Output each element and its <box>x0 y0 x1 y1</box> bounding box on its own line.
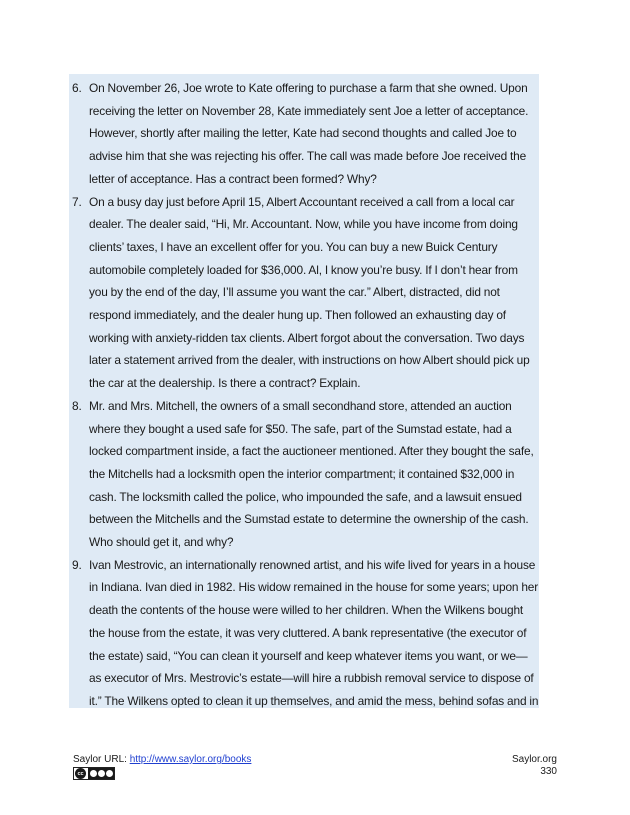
page-number: 330 <box>540 766 557 777</box>
creative-commons-license-icon[interactable] <box>73 767 115 780</box>
footer-site-name: Saylor.org <box>511 754 557 765</box>
exercise-text: Ivan Mestrovic, an internationally renowned artist, and his wife lived for years in a house in Indiana. Ivan died in 1982. His widow remained in the house for some years; upon her death the contents of the house were willed to her children. When the Wilkens bought the house from the estate, it was very cluttered. A bank representative (the executor of the estate) said, “You can clean it yourself and keep whatever items you want, or we—as executor of Mrs. Mestrovic’s estate—will hire a rubbish removal service to dispose of it.” The Wilkens opted to clean it up themselves, and amid the mess, behind sofas and in <box>89 557 539 708</box>
exercise-item-9 <box>69 554 539 713</box>
exercise-number: 8. <box>72 398 82 413</box>
footer-url-label: Saylor URL: <box>73 754 127 765</box>
cc-logo-icon: cc <box>75 768 86 779</box>
exercise-text: On a busy day just before April 15, Albert Accountant received a call from a local car dealer. The dealer said, “Hi, Mr. Accountant. Now, while you have income from doing clients’ taxes, I have an excellent offer for you. You can buy a new Buick Century automobile completely loaded for $36,000. Al, I know you’re busy. If I don’t hear from you by the end of the day, I’ll assume you want the car.” Albert, distracted, did not respond immediately, and the dealer hung up. Then followed an exhausting day of working with anxiety-ridden tax clients. Albert forgot about the conversation. Two days later a statement arrived from the dealer, with instructions on how Albert should pick up the car at the dealership. Is there a contract? Explain. <box>89 194 530 391</box>
exercise-number: 9. <box>72 557 82 572</box>
exercise-item-6 <box>69 77 539 191</box>
exercise-number: 7. <box>72 194 82 209</box>
footer-page-info <box>512 754 557 778</box>
attribution-icon <box>90 770 97 777</box>
exercise-text: Mr. and Mrs. Mitchell, the owners of a small secondhand store, attended an auction where they bought a used safe for $50. The safe, part of the Sumstad estate, had a locked compartment inside, a fact the auctioneer mentioned. After they bought the safe, the Mitchells had a locksmith open the interior compartment; it contained $32,000 in cash. The locksmith called the police, who impounded the safe, and a lawsuit ensued between the Mitchells and the Sumstad estate to determine the ownership of the cash. Who should get it, and why? <box>89 398 534 550</box>
exercise-list <box>69 77 539 713</box>
license-conditions-icons <box>88 768 114 779</box>
noncommercial-icon <box>98 770 105 777</box>
saylor-books-link[interactable]: http://www.saylor.org/books <box>129 754 252 765</box>
sharealike-icon <box>106 770 113 777</box>
exercise-number: 6. <box>72 81 82 95</box>
footer-source <box>73 754 251 766</box>
exercise-item-8 <box>69 395 539 554</box>
exercise-text: On November 26, Joe wrote to Kate offering to purchase a farm that she owned. Upon receiving the letter on November 28, Kate immediately sent Joe a letter of acceptance. However, shortly after mailing the letter, Kate had second thoughts and called Joe to advise him that she was rejecting his offer. The call was made before Joe received the letter of acceptance. Has a contract been formed? Why? <box>89 81 529 186</box>
exercise-item-7 <box>69 191 539 395</box>
